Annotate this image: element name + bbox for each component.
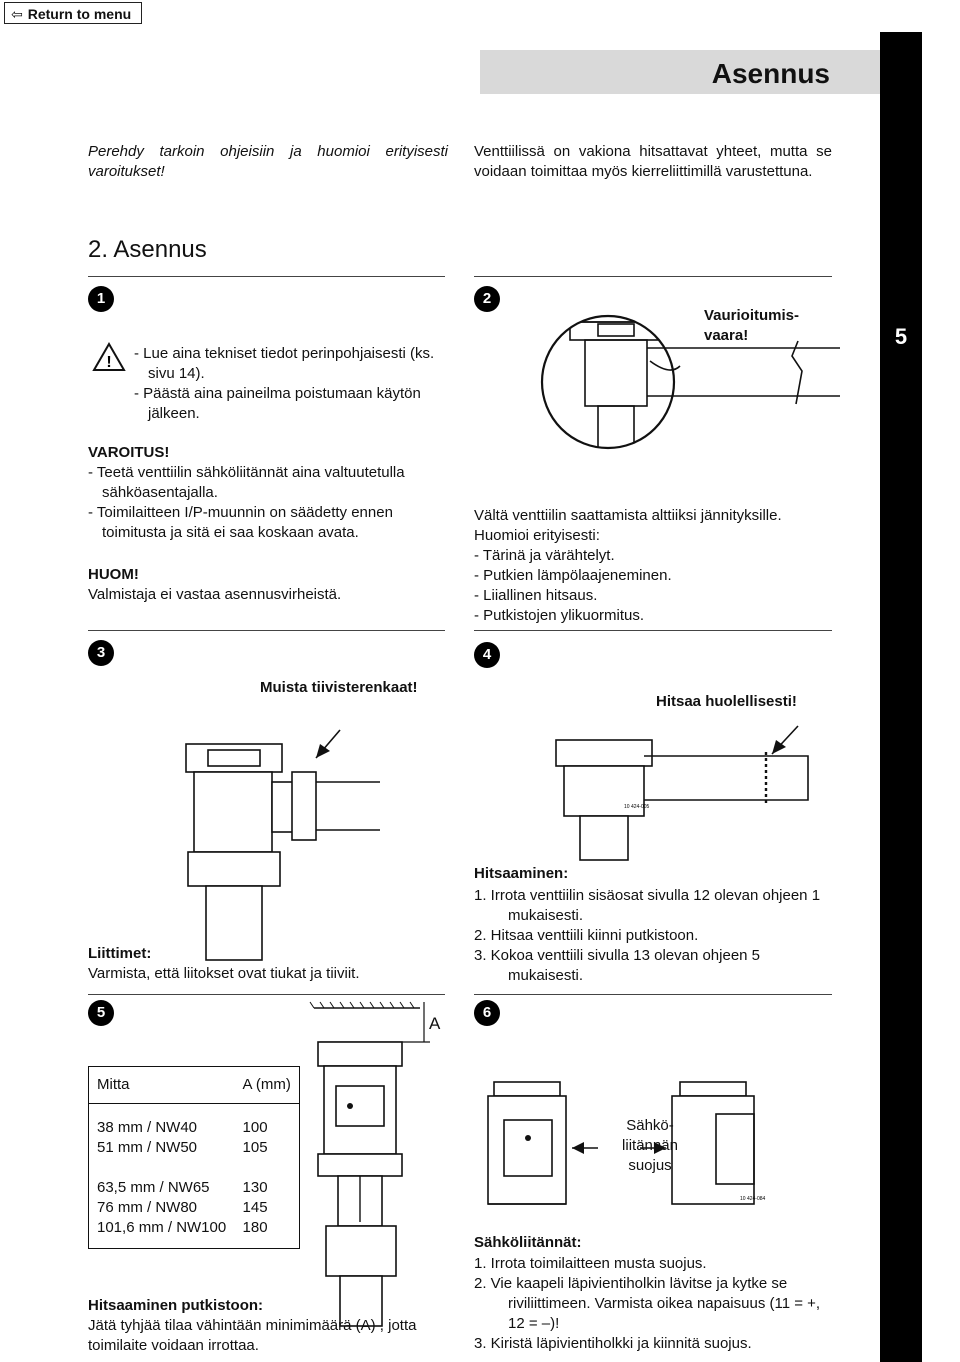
divider [88, 994, 445, 995]
step-5-number: 5 [88, 1000, 114, 1026]
sahkoliitannat-title: Sähköliitännät: [474, 1234, 582, 1251]
step-3-number: 3 [88, 640, 114, 666]
return-to-menu-label: Return to menu [27, 6, 132, 22]
svg-text:!: ! [106, 354, 112, 371]
putkisto-text: Jätä tyhjää tilaa vähintään minimimäärä (A) , jotta toimilaite voidaan irrottaa. [88, 1317, 417, 1354]
table-cell: 105 [242, 1139, 268, 1156]
huom-text: Valmistaja ei vastaa asennusvirheistä. [88, 586, 342, 603]
table-cell: 51 mm / NW50 [97, 1139, 198, 1156]
list-item: 3. Kokoa venttiili sivulla 13 olevan ohjeen 5 mukaisesti. [474, 947, 761, 984]
divider [474, 630, 832, 631]
drawing-code: 10 424-084 [740, 1196, 766, 1202]
list-item: - Putkien lämpölaajeneminen. [474, 567, 672, 584]
table-cell: 130 [242, 1179, 268, 1196]
section-title: 2. Asennus [88, 236, 207, 263]
step-6-number: 6 [474, 1000, 500, 1026]
list-item: 2. Vie kaapeli läpivientiholkin lävitse ja kytke se riviliittimeen. Varmista oikea napaisuus (11 = +, 12 = –)! [474, 1275, 821, 1332]
valve-coupling-drawing [180, 720, 380, 960]
huom-title: HUOM! [88, 566, 139, 583]
step-3-callout: Muista tiivisterenkaat! [260, 679, 418, 696]
return-to-menu-button[interactable] [4, 2, 142, 24]
list-item: 3. Kiristä läpivientiholkki ja kiinnitä suojus. [474, 1335, 752, 1352]
varoitus-list [88, 463, 446, 543]
liittimet-text: Varmista, että liitokset ovat tiukat ja tiiviit. [88, 965, 360, 982]
intro-right: Venttiilissä on vakiona hitsattavat yhteet, mutta se voidaan toimittaa myös kierreliittimillä varustettuna. [474, 143, 832, 180]
list-item: 2. Hitsaa venttiili kiinni putkistoon. [474, 927, 699, 944]
divider [474, 994, 832, 995]
table-cell: 76 mm / NW80 [97, 1199, 198, 1216]
valve-weld-drawing [540, 720, 840, 860]
actuator-clearance-drawing [300, 996, 460, 1326]
chapter-tab [880, 32, 922, 1362]
intro-left: Perehdy tarkoin ohjeisiin ja huomioi erityisesti varoitukset! [88, 143, 448, 180]
varoitus-title: VAROITUS! [88, 444, 170, 461]
table-header: A (mm) [242, 1076, 291, 1093]
divider [88, 630, 445, 631]
varoitus-item: - Toimilaitteen I/P-muunnin on säädetty ennen toimitusta ja sitä ei saa koskaan avata. [88, 504, 393, 541]
hitsaaminen-title: Hitsaaminen: [474, 865, 569, 882]
step-6-callout: Sähkö- liitännän suojus [622, 1117, 678, 1174]
divider [474, 276, 832, 277]
drawing-code: 10 424-005 [624, 804, 650, 810]
table-cell: 101,6 mm / NW100 [97, 1219, 227, 1236]
step-1-warn-list [134, 344, 446, 424]
sahkoliitannat-list [474, 1254, 834, 1354]
table-header: Mitta [97, 1076, 130, 1093]
step-2-callout: Vaurioitumis- vaara! [704, 307, 800, 344]
arrow-left-icon: ⇦ [11, 6, 23, 22]
warning-triangle-icon [92, 342, 126, 372]
step-2-number: 2 [474, 286, 500, 312]
chapter-tab-number: 5 [894, 324, 908, 349]
varoitus-item: - Teetä venttiilin sähköliitännät aina valtuutetulla sähköasentajalla. [88, 464, 405, 501]
table-cell: 145 [242, 1199, 268, 1216]
list-item: 1. Irrota venttiilin sisäosat sivulla 12 olevan ohjeen 1 mukaisesti. [474, 887, 821, 924]
page-title: Asennus [711, 58, 830, 89]
dimension-table [88, 1066, 300, 1249]
table-cell: 180 [242, 1219, 268, 1236]
step-2-intro: Vältä venttiilin saattamista alttiiksi jännityksille. [474, 507, 782, 524]
list-item: - Tärinä ja värähtelyt. [474, 547, 615, 564]
table-cell: 100 [242, 1119, 268, 1136]
step-4-number: 4 [474, 642, 500, 668]
table-cell: 63,5 mm / NW65 [97, 1179, 210, 1196]
divider [88, 276, 445, 277]
hitsaaminen-list [474, 886, 834, 986]
step-1-number: 1 [88, 286, 114, 312]
step-2-sub: Huomioi erityisesti: [474, 527, 600, 544]
putkisto-title: Hitsaaminen putkistoon: [88, 1297, 264, 1314]
list-item: - Putkistojen ylikuormitus. [474, 607, 645, 624]
warn-item: - Päästä aina paineilma poistumaan käytön jälkeen. [134, 385, 421, 422]
table-cell: 38 mm / NW40 [97, 1119, 198, 1136]
step-4-callout: Hitsaa huolellisesti! [656, 693, 797, 710]
dimension-label-a: A [429, 1014, 441, 1033]
step-2-list [474, 546, 834, 626]
liittimet-title: Liittimet: [88, 945, 152, 962]
list-item: 1. Irrota toimilaitteen musta suojus. [474, 1255, 707, 1272]
list-item: - Liiallinen hitsaus. [474, 587, 598, 604]
warn-item: - Lue aina tekniset tiedot perinpohjaisesti (ks. sivu 14). [134, 345, 435, 382]
